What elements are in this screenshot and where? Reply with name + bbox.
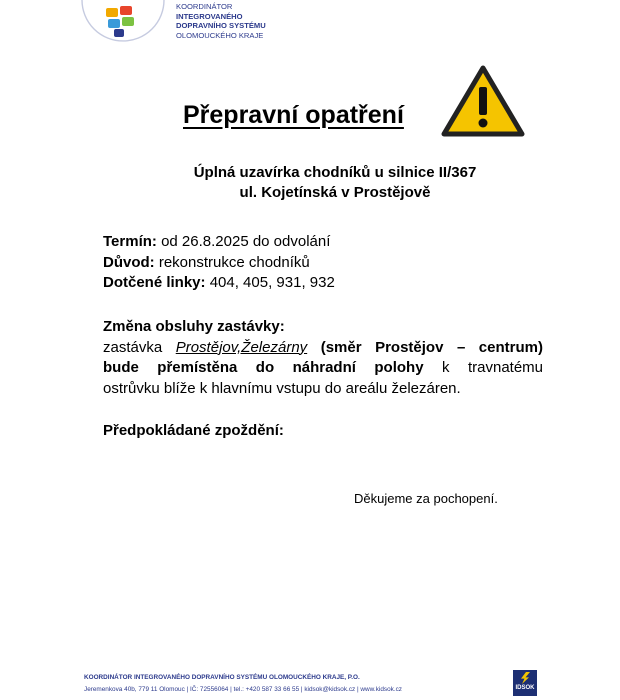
thanks-text: Děkujeme za pochopení. — [354, 491, 498, 506]
delay-label: Předpokládané zpoždění: — [103, 422, 284, 439]
lines-row — [103, 273, 335, 294]
change-line: ostrůvku blíže k hlavnímu vstupu do areálu železáren. — [103, 379, 461, 397]
stop-name-link[interactable]: Prostějov,Železárny — [175, 338, 308, 356]
direction: (směr Prostějov – centrum) — [307, 338, 543, 356]
idsok-puzzle-logo-icon — [76, 0, 176, 44]
moved-text: bude přemístěna do náhradní polohy — [103, 359, 424, 376]
subtitle-line: ul. Kojetínská v Prostějově — [239, 184, 431, 201]
reason-label: Důvod: — [103, 253, 155, 271]
term-label: Termín: — [103, 233, 157, 250]
logo-line: KOORDINÁTOR — [176, 2, 233, 11]
header-logo — [76, 0, 286, 44]
term-value: od 26.8.2025 do odvolání — [156, 233, 331, 250]
info-block — [103, 232, 335, 294]
page-title: Přepravní opatření — [183, 101, 404, 129]
stop-prefix: zastávka — [103, 338, 176, 356]
change-heading: Změna obsluhy zastávky: — [103, 318, 285, 335]
reason-row — [103, 253, 335, 274]
closure-subtitle — [0, 163, 620, 203]
subtitle-line: Úplná uzavírka chodníků u silnice II/367 — [193, 164, 477, 181]
stop-change-block — [103, 317, 543, 399]
badge-label: IDSOK — [515, 685, 535, 691]
lines-label: Dotčené linky: — [103, 274, 206, 291]
bolt-icon — [520, 672, 530, 684]
logo-line: DOPRAVNÍHO SYSTÉMU — [176, 21, 266, 31]
moved-rest: k travnatému — [423, 359, 544, 376]
logo-line: OLOMOUCKÉHO KRAJE — [176, 30, 264, 40]
logo-line: INTEGROVANÉHO — [176, 11, 243, 21]
term-row — [103, 232, 335, 253]
idsok-badge — [513, 670, 537, 696]
reason-value: rekonstrukce chodníků — [154, 253, 310, 271]
warning-triangle-icon — [441, 65, 525, 137]
footer-contact: Jeremenkova 40b, 779 11 Olomouc | IČ: 72556064 | tel.: +420 587 33 66 55 | kidsok@kidsok.cz | www.kidsok.cz — [84, 686, 402, 693]
footer-org: KOORDINÁTOR INTEGROVANÉHO DOPRAVNÍHO SYSTÉMU OLOMOUCKÉHO KRAJE, P.O. — [84, 674, 360, 681]
logo-text — [176, 2, 266, 40]
lines-value: 404, 405, 931, 932 — [205, 274, 335, 291]
change-line — [103, 358, 543, 379]
change-line — [103, 338, 543, 359]
